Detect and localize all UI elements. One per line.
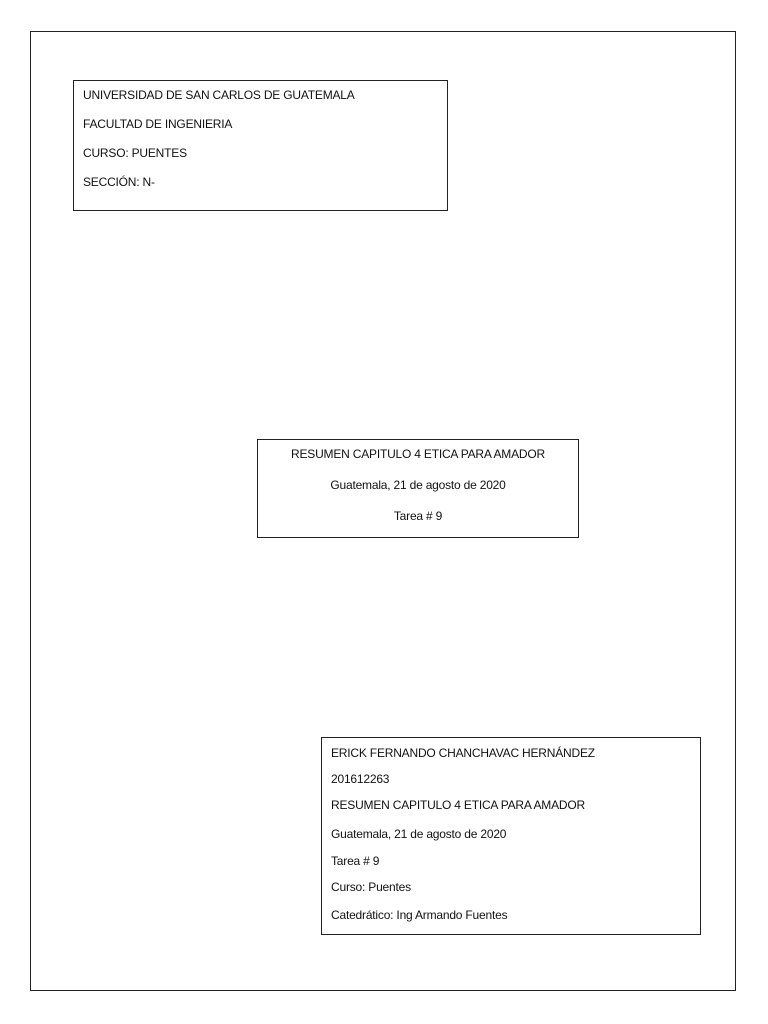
assignment-label: Tarea # 9 — [393, 509, 443, 523]
author-document-title: RESUMEN CAPITULO 4 ETICA PARA AMADOR — [331, 798, 585, 812]
place-date: Guatemala, 21 de agosto de 2020 — [330, 478, 506, 492]
faculty-name: FACULTAD DE INGENIERIA — [83, 117, 233, 131]
author-place-date: Guatemala, 21 de agosto de 2020 — [331, 827, 507, 841]
author-box — [321, 737, 701, 935]
title-box — [257, 439, 579, 538]
university-name: UNIVERSIDAD DE SAN CARLOS DE GUATEMALA — [83, 88, 355, 102]
author-course: Curso: Puentes — [331, 880, 411, 894]
section-name: SECCIÓN: N- — [83, 175, 155, 189]
document-title: RESUMEN CAPITULO 4 ETICA PARA AMADOR — [291, 447, 545, 461]
author-assignment: Tarea # 9 — [331, 854, 380, 868]
header-box — [73, 80, 448, 211]
professor-name: Catedrático: Ing Armando Fuentes — [331, 908, 508, 922]
student-id: 201612263 — [331, 772, 390, 786]
author-name: ERICK FERNANDO CHANCHAVAC HERNÁNDEZ — [331, 746, 595, 760]
course-name: CURSO: PUENTES — [83, 146, 187, 160]
